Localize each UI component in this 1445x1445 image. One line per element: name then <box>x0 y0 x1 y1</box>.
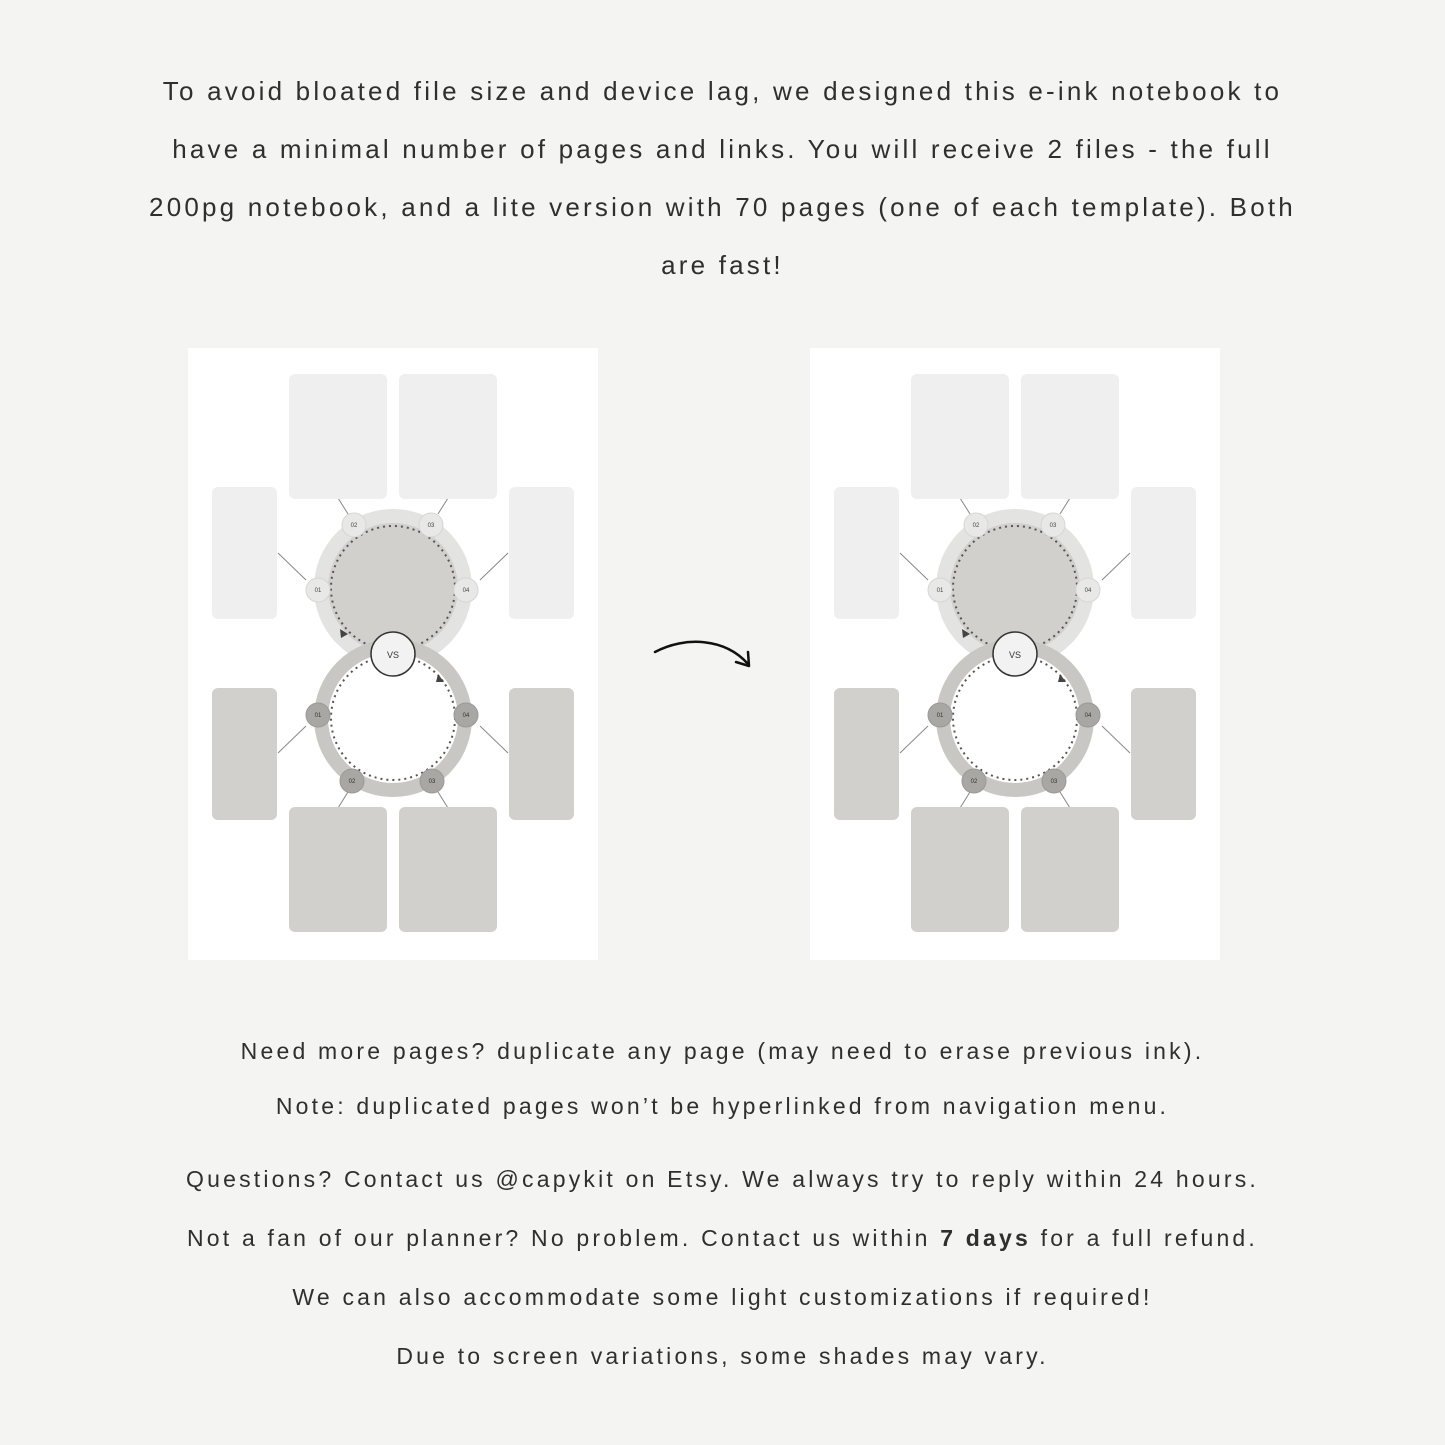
top-badge-01: 01 <box>314 588 322 594</box>
vs-template-preview <box>188 348 598 960</box>
bottom-badge-04: 04 <box>1084 713 1092 719</box>
top-badge-04: 04 <box>462 588 470 594</box>
refund-text-end: for a full refund. <box>1031 1225 1259 1251</box>
note-box <box>399 807 497 932</box>
note-box <box>1021 374 1119 499</box>
bottom-badge-02: 02 <box>970 779 978 785</box>
duplicate-notes <box>0 1024 1445 1134</box>
bottom-badge-01: 01 <box>314 713 322 719</box>
support-line-1: Questions? Contact us @capykit on Etsy. We always try to reply within 24 hours. <box>186 1166 1259 1192</box>
note-box <box>399 374 497 499</box>
support-line-2 <box>0 1209 1445 1268</box>
top-badge-03: 03 <box>427 523 435 529</box>
notes-line-1: Need more pages? duplicate any page (may need to erase previous ink). <box>240 1038 1205 1064</box>
page-preview-before <box>188 348 598 960</box>
page-preview-after <box>810 348 1220 960</box>
top-badge-02: 02 <box>350 523 358 529</box>
notes-line-2: Note: duplicated pages won’t be hyperlinked from navigation menu. <box>275 1093 1170 1119</box>
note-box <box>911 807 1009 932</box>
intro-line-4: are fast! <box>661 250 784 280</box>
top-badge-01: 01 <box>936 588 944 594</box>
bottom-badge-01: 01 <box>936 713 944 719</box>
note-box <box>911 374 1009 499</box>
vs-label: VS <box>386 650 400 660</box>
refund-text: Not a fan of our planner? No problem. Contact us within <box>186 1225 941 1251</box>
support-notes <box>0 1150 1445 1386</box>
intro-line-2: have a minimal number of pages and links. You will receive 2 files - the full <box>172 134 1273 164</box>
bottom-badge-03: 03 <box>1050 779 1058 785</box>
note-box <box>509 688 574 820</box>
arrow-right-icon <box>650 628 760 678</box>
note-box <box>212 688 277 820</box>
note-box <box>289 374 387 499</box>
note-box <box>1021 807 1119 932</box>
note-box <box>834 487 899 619</box>
intro-line-3: 200pg notebook, and a lite version with 70 pages (one of each template). Both <box>149 192 1296 222</box>
intro-text <box>90 62 1355 294</box>
refund-period: 7 days <box>940 1225 1032 1251</box>
note-box <box>1131 688 1196 820</box>
note-box <box>1131 487 1196 619</box>
bottom-badge-03: 03 <box>428 779 436 785</box>
top-badge-04: 04 <box>1084 588 1092 594</box>
top-badge-02: 02 <box>972 523 980 529</box>
intro-line-1: To avoid bloated file size and device lag, we designed this e-ink notebook to <box>162 76 1283 106</box>
note-box <box>834 688 899 820</box>
top-badge-03: 03 <box>1049 523 1057 529</box>
bottom-badge-02: 02 <box>348 779 356 785</box>
note-box <box>212 487 277 619</box>
support-line-3: We can also accommodate some light customizations if required! <box>292 1284 1153 1310</box>
bottom-badge-04: 04 <box>462 713 470 719</box>
support-line-4: Due to screen variations, some shades may vary. <box>396 1343 1049 1369</box>
note-box <box>509 487 574 619</box>
vs-label: VS <box>1008 650 1022 660</box>
note-box <box>289 807 387 932</box>
vs-template-preview <box>810 348 1220 960</box>
